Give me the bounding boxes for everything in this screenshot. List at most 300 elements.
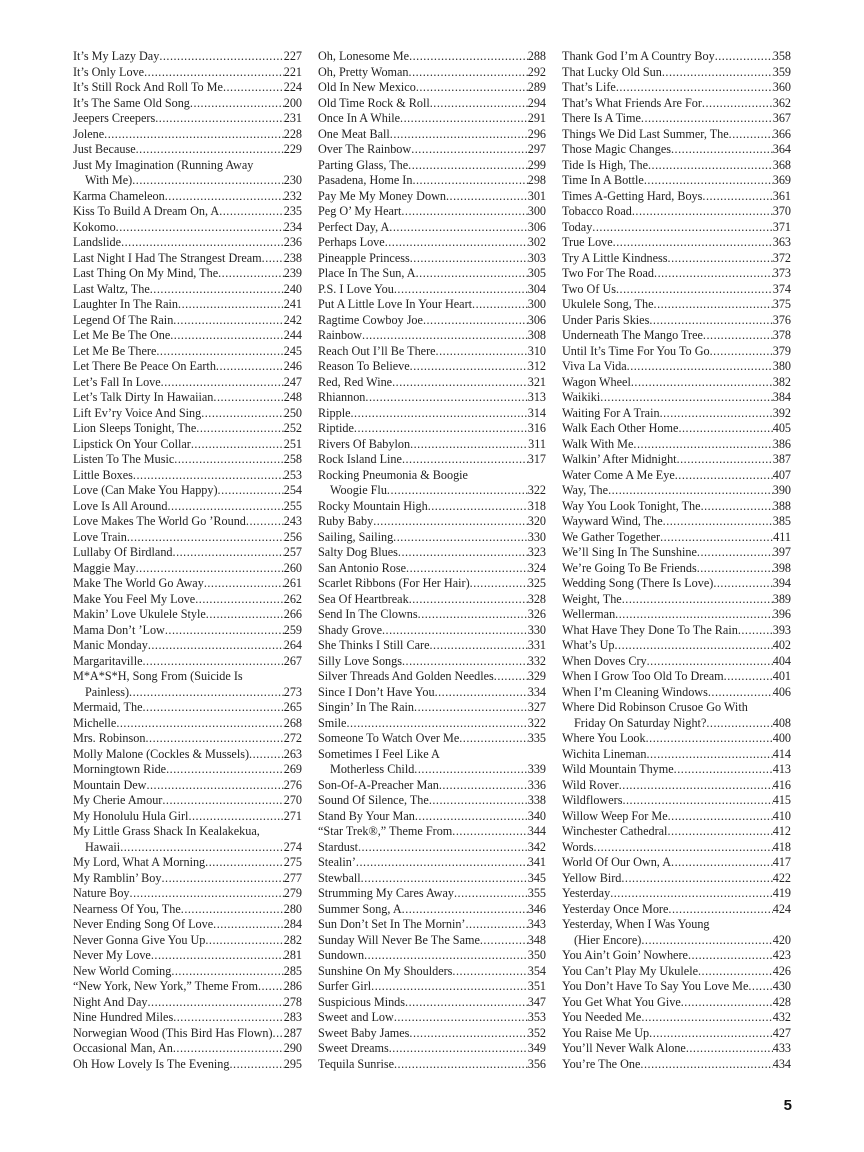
- page-ref: 269: [283, 762, 302, 776]
- page-ref: 243: [283, 514, 302, 528]
- song-title: Times A-Getting Hard, Boys: [562, 188, 703, 203]
- song-title: Tide Is High, The: [562, 157, 648, 172]
- song-title: Oh, Pretty Woman: [318, 64, 409, 79]
- index-entry: [73, 189, 302, 205]
- index-entry: [562, 80, 791, 96]
- page-ref: 366: [772, 126, 791, 141]
- leader-dots: [190, 96, 284, 112]
- index-entry: [562, 220, 791, 236]
- leader-dots: [446, 189, 528, 205]
- page-ref: 355: [527, 886, 546, 900]
- page-ref: 433: [772, 1041, 791, 1055]
- page-ref: 417: [772, 855, 791, 869]
- index-entry: [73, 933, 302, 949]
- page-ref: 271: [283, 808, 302, 823]
- page-ref: 283: [283, 1010, 302, 1024]
- song-title: Love (Can Make You Happy): [73, 483, 218, 497]
- song-title: Stand By Your Man: [318, 808, 415, 823]
- leader-dots: [382, 623, 528, 639]
- leader-dots: [430, 96, 528, 112]
- song-title: My Lord, What A Morning: [73, 855, 206, 869]
- index-entry: [73, 917, 302, 933]
- song-title: Sun Don’t Set In The Mornin’: [318, 917, 466, 931]
- leader-dots: [156, 344, 283, 360]
- index-entry: [318, 1057, 546, 1073]
- leader-dots: [143, 654, 284, 670]
- song-title: Jeepers Creepers: [73, 111, 156, 125]
- index-entry: [73, 731, 302, 747]
- leader-dots: [213, 917, 284, 933]
- page-ref: 255: [283, 498, 302, 513]
- index-entry: [73, 747, 302, 763]
- index-entry: [562, 964, 791, 980]
- page-ref: 248: [283, 390, 302, 404]
- song-title: Sailing, Sailing: [318, 529, 394, 544]
- index-entry: [318, 809, 546, 825]
- index-entry: [73, 235, 302, 251]
- page-ref: 224: [283, 80, 302, 94]
- song-title: San Antonio Rose: [318, 560, 407, 575]
- index-entry: [318, 592, 546, 608]
- song-title: Sundown: [318, 948, 365, 962]
- index-entry: [318, 96, 546, 112]
- leader-dots: [373, 514, 528, 530]
- song-title: Rock Island Line: [318, 452, 402, 466]
- page-ref: 393: [772, 622, 791, 637]
- index-entry: [562, 421, 791, 437]
- page-ref: 375: [772, 297, 791, 311]
- song-title: Where Did Robinson Crusoe Go With: [562, 700, 748, 714]
- song-title: Tequila Sunrise: [318, 1056, 394, 1071]
- page-ref: 423: [772, 948, 791, 962]
- song-title: Love Train: [73, 529, 127, 544]
- page-ref: 285: [283, 963, 302, 978]
- song-title: Sometimes I Feel Like A: [318, 746, 440, 761]
- song-title: Walk Each Other Home: [562, 421, 679, 435]
- song-title: Yellow Bird: [562, 870, 622, 885]
- page-ref: 257: [283, 545, 302, 559]
- leader-dots: [641, 933, 772, 949]
- page-ref: 373: [772, 266, 791, 280]
- page-ref: 349: [527, 1041, 546, 1055]
- page-ref: 287: [283, 1025, 302, 1040]
- leader-dots: [416, 266, 528, 282]
- song-title: Sweet Baby James: [318, 1025, 410, 1040]
- page-ref: 232: [283, 188, 302, 203]
- leader-dots: [470, 576, 528, 592]
- song-title: Way You Look Tonight, The: [562, 498, 701, 513]
- leader-dots: [385, 235, 528, 251]
- index-entry: [562, 592, 791, 608]
- leader-dots: [230, 1057, 284, 1073]
- index-entry: [73, 220, 302, 236]
- page-ref: 290: [283, 1041, 302, 1055]
- song-title: Thank God I’m A Country Boy: [562, 49, 715, 63]
- index-entry: [73, 359, 302, 375]
- index-entry: [562, 390, 791, 406]
- song-title: That’s What Friends Are For: [562, 95, 702, 110]
- page-ref: 279: [283, 886, 302, 900]
- song-title: Ukulele Song, The: [562, 297, 654, 311]
- song-title: Under Paris Skies: [562, 312, 650, 327]
- page-ref: 251: [283, 436, 302, 451]
- leader-dots: [480, 933, 528, 949]
- page-ref: 242: [283, 312, 302, 327]
- index-entry: [318, 1041, 546, 1057]
- index-entry: [73, 406, 302, 422]
- index-entry: [73, 561, 302, 577]
- leader-dots: [402, 452, 528, 468]
- song-title: Oh, Lonesome Me: [318, 49, 410, 63]
- index-column-2: [318, 49, 546, 1072]
- leader-dots: [472, 297, 528, 313]
- index-entry: [562, 747, 791, 763]
- page-ref: 418: [772, 839, 791, 854]
- index-entry: [562, 328, 791, 344]
- index-entry: [318, 840, 546, 856]
- song-title: Stealin’: [318, 855, 356, 869]
- song-title: Strumming My Cares Away: [318, 886, 454, 900]
- leader-dots: [454, 886, 528, 902]
- index-entry: [562, 297, 791, 313]
- page-ref: 363: [772, 235, 791, 249]
- leader-dots: [204, 576, 284, 592]
- song-title-continued: Friday On Saturday Night?: [574, 715, 707, 730]
- page-ref: 416: [772, 777, 791, 792]
- song-title: New World Coming: [73, 963, 172, 978]
- index-entry: [318, 824, 546, 840]
- song-title: Old Time Rock & Roll: [318, 95, 430, 110]
- page-ref: 358: [772, 49, 791, 63]
- leader-dots: [452, 824, 527, 840]
- song-title: Weight, The: [562, 591, 622, 606]
- song-title: Time In A Bottle: [562, 173, 644, 187]
- leader-dots: [205, 855, 284, 871]
- leader-dots: [706, 716, 772, 732]
- song-title: Those Magic Changes: [562, 142, 671, 156]
- song-title: Summer Song, A: [318, 901, 402, 916]
- index-entry: [562, 809, 791, 825]
- leader-dots: [715, 49, 773, 65]
- page-ref: 244: [283, 328, 302, 342]
- leader-dots: [196, 421, 283, 437]
- page-ref: 430: [772, 979, 791, 993]
- page-ref: 294: [527, 95, 546, 110]
- song-title: Water Come A Me Eye: [562, 467, 675, 482]
- index-entry: [73, 452, 302, 468]
- leader-dots: [701, 499, 773, 515]
- leader-dots: [166, 762, 284, 778]
- page-ref: 299: [527, 157, 546, 172]
- index-entry: [73, 1057, 302, 1073]
- index-entry: [73, 344, 302, 360]
- page-ref: 350: [527, 948, 546, 962]
- index-entry: [73, 762, 302, 778]
- index-entry: [562, 607, 791, 623]
- page-ref: 231: [283, 111, 302, 125]
- leader-dots: [171, 964, 283, 980]
- index-entry: [73, 158, 302, 189]
- leader-dots: [174, 452, 283, 468]
- index-entry: [562, 483, 791, 499]
- song-title-continued: Motherless Child: [330, 762, 415, 776]
- leader-dots: [409, 49, 528, 65]
- leader-dots: [393, 530, 528, 546]
- song-title: World Of Our Own, A: [562, 855, 672, 869]
- index-entry: [562, 514, 791, 530]
- page-ref: 370: [772, 204, 791, 218]
- song-title: Karma Chameleon: [73, 188, 165, 203]
- song-title: Perfect Day, A: [318, 219, 390, 234]
- index-entry: [562, 375, 791, 391]
- song-title: Two Of Us: [562, 281, 616, 296]
- index-entry: [73, 964, 302, 980]
- leader-dots: [205, 933, 283, 949]
- index-entry: [318, 235, 546, 251]
- index-entry: [73, 824, 302, 855]
- page-ref: 260: [283, 560, 302, 575]
- index-entry: [73, 1026, 302, 1042]
- leader-dots: [627, 359, 773, 375]
- index-entry: [562, 824, 791, 840]
- leader-dots: [195, 592, 284, 608]
- song-title: Make You Feel My Love: [73, 591, 196, 606]
- page-ref: 258: [283, 452, 302, 466]
- index-entry: [318, 561, 546, 577]
- song-title: Sea Of Heartbreak: [318, 591, 409, 606]
- page-ref: 374: [772, 281, 791, 296]
- index-entry: [73, 638, 302, 654]
- leader-dots: [435, 685, 528, 701]
- page-ref: 316: [527, 421, 546, 435]
- song-title-continued: Hawaii: [85, 839, 121, 854]
- page-ref: 388: [772, 498, 791, 513]
- song-title: Molly Malone (Cockles & Mussels): [73, 746, 250, 761]
- page-ref: 434: [772, 1056, 791, 1071]
- leader-dots: [143, 700, 284, 716]
- page-ref: 304: [527, 281, 546, 296]
- leader-dots: [428, 499, 528, 515]
- page-ref: 291: [527, 111, 546, 125]
- index-entry: [562, 762, 791, 778]
- song-title: Laughter In The Rain: [73, 297, 179, 311]
- song-title: Reach Out I’ll Be There: [318, 343, 436, 358]
- song-title: Makin’ Love Ukulele Style: [73, 607, 206, 621]
- index-entry: [73, 313, 302, 329]
- page-ref: 227: [283, 49, 302, 63]
- index-entry: [562, 638, 791, 654]
- index-entry: [562, 700, 791, 731]
- leader-dots: [136, 561, 284, 577]
- song-title: Stardust: [318, 839, 358, 854]
- song-title: We Gather Together: [562, 529, 661, 544]
- song-title: Smile: [318, 715, 347, 730]
- index-entry: [562, 49, 791, 65]
- page-ref: 322: [527, 715, 546, 730]
- page-ref: 284: [283, 917, 302, 931]
- index-entry: [318, 499, 546, 515]
- index-entry: [562, 979, 791, 995]
- index-entry: [318, 607, 546, 623]
- song-title: Lipstick On Your Collar: [73, 436, 191, 451]
- index-entry: [562, 282, 791, 298]
- page-ref: 234: [283, 219, 302, 234]
- leader-dots: [423, 313, 528, 329]
- page-ref: 428: [772, 994, 791, 1009]
- leader-dots: [218, 266, 284, 282]
- entry-continuation: [318, 762, 546, 778]
- song-title: It’s The Same Old Song: [73, 95, 190, 110]
- leader-dots: [662, 65, 773, 81]
- leader-dots: [622, 793, 772, 809]
- index-entry: [73, 809, 302, 825]
- index-entry: [562, 576, 791, 592]
- leader-dots: [178, 297, 284, 313]
- leader-dots: [640, 1057, 772, 1073]
- index-entry: [318, 406, 546, 422]
- page-ref: 344: [527, 824, 546, 838]
- index-entry: [562, 204, 791, 220]
- song-title: One Meat Ball: [318, 126, 390, 141]
- page-ref: 297: [527, 142, 546, 156]
- index-entry: [318, 158, 546, 174]
- page-ref: 268: [283, 715, 302, 730]
- leader-dots: [677, 452, 773, 468]
- page-ref: 326: [527, 607, 546, 621]
- index-entry: [318, 778, 546, 794]
- page-ref: 265: [283, 700, 302, 714]
- song-title: Red, Red Wine: [318, 374, 393, 389]
- song-title: “New York, New York,” Theme From: [73, 979, 258, 993]
- index-entry: [562, 871, 791, 887]
- index-entry: [562, 545, 791, 561]
- song-title: Mrs. Robinson: [73, 731, 146, 745]
- leader-dots: [402, 654, 528, 670]
- index-entry: [562, 731, 791, 747]
- page-ref: 235: [283, 204, 302, 218]
- index-entry: [562, 948, 791, 964]
- index-entry: [562, 1026, 791, 1042]
- index-entry: [73, 390, 302, 406]
- song-title: Silly Love Songs: [318, 653, 402, 668]
- page-ref: 303: [527, 250, 546, 265]
- page-ref: 286: [283, 979, 302, 993]
- page-ref: 379: [772, 343, 791, 358]
- page-ref: 261: [283, 576, 302, 590]
- page-ref: 296: [527, 126, 546, 141]
- song-title: Surfer Girl: [318, 979, 372, 993]
- index-entry: [562, 1057, 791, 1073]
- song-title: Reason To Believe: [318, 359, 410, 373]
- song-title: That’s Life: [562, 80, 616, 94]
- page-ref: 356: [527, 1056, 546, 1071]
- index-entry: [73, 142, 302, 158]
- song-title: We’ll Sing In The Sunshine: [562, 545, 697, 559]
- page-ref: 432: [772, 1010, 791, 1024]
- song-title: Silver Threads And Golden Needles: [318, 669, 494, 683]
- song-title: Tobacco Road: [562, 204, 632, 218]
- song-title: Sunshine On My Shoulders: [318, 963, 453, 978]
- page-ref: 339: [527, 762, 546, 776]
- index-entry: [318, 530, 546, 546]
- song-title: Wedding Song (There Is Love): [562, 576, 714, 590]
- index-entry: [318, 204, 546, 220]
- index-entry: [318, 80, 546, 96]
- page-ref: 352: [527, 1025, 546, 1040]
- entry-continuation: [73, 840, 302, 856]
- leader-dots: [641, 111, 773, 127]
- page-ref: 302: [527, 235, 546, 249]
- song-title: Jolene: [73, 126, 105, 141]
- page-ref: 300: [527, 204, 546, 218]
- page-ref: 273: [283, 684, 302, 699]
- index-entry: [562, 840, 791, 856]
- leader-dots: [738, 623, 773, 639]
- index-entry: [73, 65, 302, 81]
- song-title: Peg O’ My Heart: [318, 204, 402, 218]
- leader-dots: [671, 855, 773, 871]
- song-title: Try A Little Kindness: [562, 250, 668, 265]
- leader-dots: [646, 747, 772, 763]
- song-title: Margaritaville: [73, 653, 143, 668]
- page-ref: 325: [527, 576, 546, 590]
- index-entry: [73, 948, 302, 964]
- leader-dots: [133, 468, 284, 484]
- song-title: It’s My Lazy Day: [73, 49, 160, 63]
- leader-dots: [674, 762, 773, 778]
- song-title: Last Night I Had The Strangest Dream: [73, 250, 262, 265]
- leader-dots: [633, 437, 772, 453]
- leader-dots: [218, 483, 284, 499]
- index-entry: [318, 747, 546, 778]
- song-title: Listen To The Music: [73, 452, 175, 466]
- song-title: Last Waltz, The: [73, 281, 150, 296]
- leader-dots: [668, 902, 772, 918]
- leader-dots: [409, 65, 528, 81]
- leader-dots: [389, 220, 527, 236]
- page-ref: 328: [527, 591, 546, 606]
- page-ref: 341: [527, 855, 546, 869]
- page-ref: 301: [527, 188, 546, 203]
- leader-dots: [412, 173, 527, 189]
- leader-dots: [165, 623, 284, 639]
- leader-dots: [262, 251, 284, 267]
- index-entry: [73, 127, 302, 143]
- leader-dots: [161, 375, 284, 391]
- page-ref: 274: [283, 839, 302, 854]
- leader-dots: [173, 1041, 284, 1057]
- index-entry: [73, 855, 302, 871]
- song-title: Walkin’ After Midnight: [562, 452, 677, 466]
- song-title: Let There Be Peace On Earth: [73, 359, 216, 373]
- leader-dots: [697, 561, 773, 577]
- song-title: That Lucky Old Sun: [562, 64, 662, 79]
- leader-dots: [436, 344, 528, 360]
- song-title: Parting Glass, The: [318, 157, 409, 172]
- leader-dots: [614, 638, 772, 654]
- song-title: Wayward Wind, The: [562, 514, 663, 528]
- page-ref: 239: [283, 266, 302, 280]
- song-title: Just Because: [73, 142, 136, 156]
- song-title: Send In The Clowns: [318, 607, 418, 621]
- page-ref: 277: [283, 870, 302, 885]
- index-entry: [562, 111, 791, 127]
- index-entry: [562, 886, 791, 902]
- leader-dots: [130, 886, 284, 902]
- song-title: Rocky Mountain High: [318, 498, 428, 513]
- leader-dots: [364, 948, 528, 964]
- index-column-3: [562, 49, 791, 1072]
